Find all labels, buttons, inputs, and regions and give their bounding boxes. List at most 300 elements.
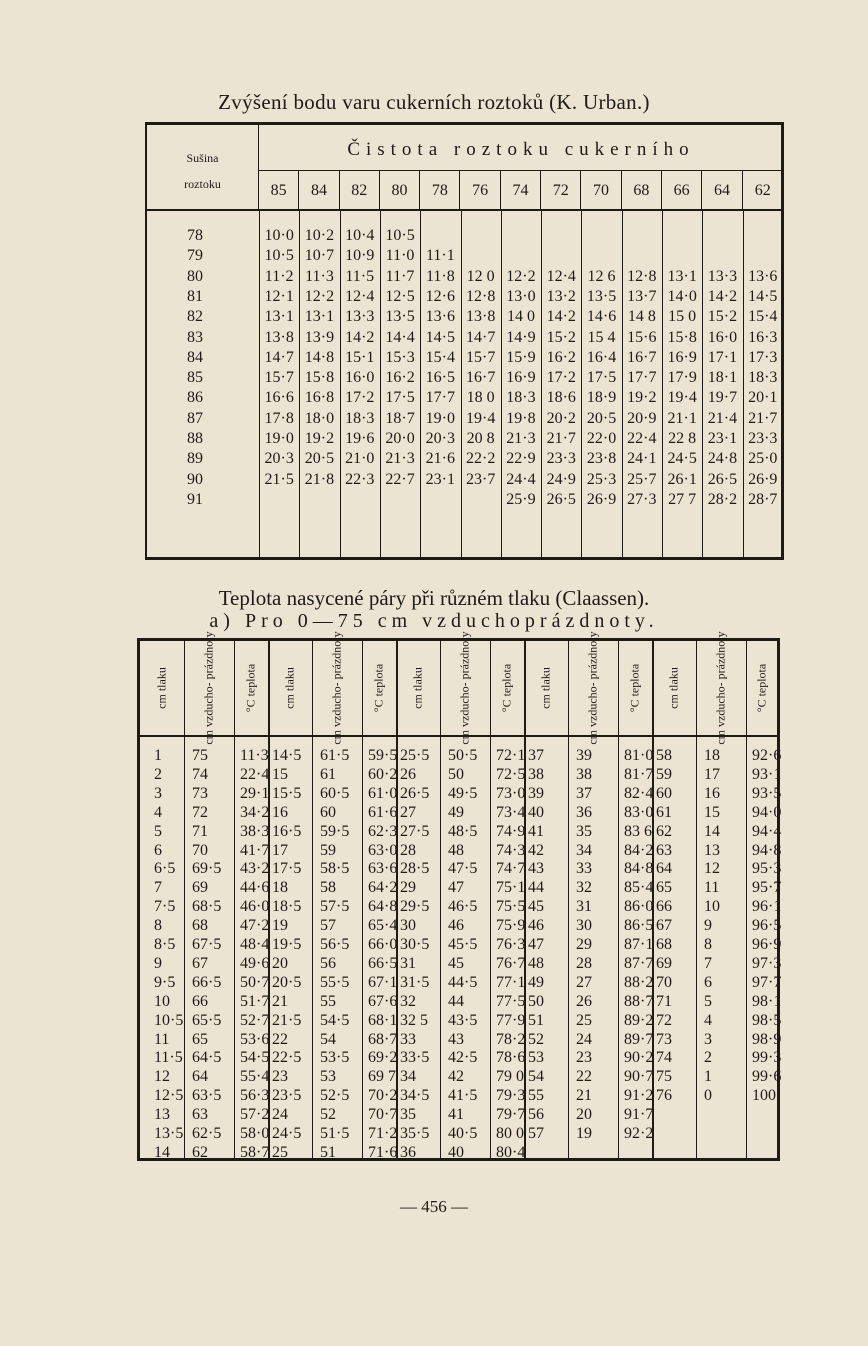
temperature-cell: 94·4 xyxy=(752,822,782,840)
vacuum-cell: 42 xyxy=(448,1068,464,1086)
temperature-cell: 89·7 xyxy=(624,1030,654,1048)
boiling-rise-cell: 13·8 xyxy=(264,328,294,346)
pressure-cell: 66 xyxy=(656,898,672,916)
vacuum-cell: 43 xyxy=(448,1030,464,1048)
boiling-rise-cell: 10·5 xyxy=(264,247,294,265)
pressure-cell: 22·5 xyxy=(272,1049,302,1067)
boiling-rise-cell: 19·0 xyxy=(425,409,455,427)
vacuum-cell: 50 xyxy=(448,765,464,783)
pressure-cell: 6 xyxy=(154,841,162,859)
pressure-header xyxy=(396,641,440,735)
vacuum-cell: 19 xyxy=(576,1125,592,1142)
table-row xyxy=(147,329,783,349)
boiling-rise-cell: 15·1 xyxy=(345,348,375,366)
boiling-rise-cell: 24·4 xyxy=(506,470,536,488)
vacuum-cell: 30 xyxy=(576,917,592,935)
pressure-cell: 57 xyxy=(528,1125,544,1142)
boiling-rise-cell: 16·7 xyxy=(627,348,657,366)
temperature-cell: 68·7 xyxy=(368,1030,398,1048)
temperature-cell: 61·0 xyxy=(368,784,398,802)
vacuum-cell: 34 xyxy=(576,841,592,859)
vacuum-cell: 54 xyxy=(320,1030,336,1048)
boiling-rise-cell: 15·8 xyxy=(667,328,697,346)
table-row xyxy=(147,471,783,491)
dry-matter-value: 89 xyxy=(187,450,203,468)
boiling-rise-cell: 15·6 xyxy=(627,328,657,346)
boiling-rise-cell: 13·6 xyxy=(748,267,778,285)
page-number: — 456 — xyxy=(400,1197,468,1216)
pressure-cell: 27·5 xyxy=(400,822,430,840)
vacuum-cell: 73 xyxy=(192,784,208,802)
temperature-cell: 77·1 xyxy=(496,973,526,991)
pressure-header xyxy=(652,641,696,735)
vacuum-cell: 12 xyxy=(704,860,720,878)
temperature-cell: 91·2 xyxy=(624,1087,654,1105)
pressure-cell: 5 xyxy=(154,822,162,840)
boiling-rise-cell: 19·7 xyxy=(707,389,738,407)
header-label: °C teplota xyxy=(499,663,514,713)
pressure-cell: 23·5 xyxy=(272,1087,302,1105)
pressure-cell: 35·5 xyxy=(400,1125,430,1142)
vacuum-cell: 22 xyxy=(576,1068,592,1086)
boiling-rise-cell: 11·8 xyxy=(425,267,455,285)
vacuum-cell: 36 xyxy=(576,803,592,821)
boiling-rise-cell: 14·8 xyxy=(304,348,335,366)
boiling-rise-cell: 16·2 xyxy=(385,369,415,387)
header-label: cm vzducho- prázdnoty xyxy=(201,631,216,745)
pressure-cell: 7 xyxy=(154,879,162,897)
pressure-cell: 22 xyxy=(272,1030,288,1048)
boiling-rise-cell: 11·7 xyxy=(385,267,415,285)
temperature-cell: 75·1 xyxy=(496,879,526,897)
temperature-cell: 47·2 xyxy=(240,917,270,935)
boiling-rise-cell: 13·5 xyxy=(385,308,415,326)
boiling-rise-cell: 15·7 xyxy=(264,369,294,387)
temperature-cell: 78·2 xyxy=(496,1030,526,1048)
pressure-cell: 15 xyxy=(272,765,288,783)
boiling-rise-cell: 14·6 xyxy=(586,308,617,326)
boiling-rise-cell: 11·2 xyxy=(264,267,294,285)
temperature-cell: 84·8 xyxy=(624,860,654,878)
dry-matter-value: 85 xyxy=(187,369,203,387)
boiling-rise-cell: 13·1 xyxy=(304,308,335,326)
boiling-rise-cell: 21·4 xyxy=(707,409,738,427)
table2-header xyxy=(140,631,777,745)
pressure-cell: 32 xyxy=(400,992,416,1010)
boiling-rise-cell: 24·9 xyxy=(546,470,576,488)
boiling-rise-cell: 23·8 xyxy=(586,450,617,468)
table-row xyxy=(147,247,783,267)
vacuum-cell: 10 xyxy=(704,898,720,916)
vacuum-cell: 59 xyxy=(320,841,336,859)
vacuum-cell: 64 xyxy=(192,1068,208,1086)
vacuum-cell: 1 xyxy=(704,1068,712,1086)
boiling-rise-cell: 16·6 xyxy=(264,389,294,407)
vacuum-cell: 15 xyxy=(704,803,720,821)
vacuum-cell: 61·5 xyxy=(320,747,350,764)
temperature-cell: 79·7 xyxy=(496,1106,526,1124)
temperature-cell: 79 0 xyxy=(496,1068,524,1086)
boiling-rise-cell: 17·2 xyxy=(345,389,375,407)
pressure-cell: 29·5 xyxy=(400,898,430,916)
vacuum-cell: 48·5 xyxy=(448,822,478,840)
boiling-rise-cell: 21·0 xyxy=(345,450,375,468)
vacuum-cell: 42·5 xyxy=(448,1049,478,1067)
boiling-rise-cell: 12·5 xyxy=(385,287,415,305)
temperature-cell: 89·2 xyxy=(624,1011,654,1029)
pressure-cell: 23 xyxy=(272,1068,288,1086)
vacuum-cell: 55 xyxy=(320,992,336,1010)
purity-column-header: 85 xyxy=(259,171,299,209)
vacuum-cell: 52·5 xyxy=(320,1087,350,1105)
boiling-rise-cell: 22·7 xyxy=(385,470,415,488)
pressure-cell: 56 xyxy=(528,1106,544,1124)
boiling-rise-cell: 15·4 xyxy=(425,348,455,366)
pressure-cell: 53 xyxy=(528,1049,544,1067)
dry-matter-header xyxy=(147,125,259,211)
boiling-rise-cell: 19·2 xyxy=(304,430,335,447)
vacuum-cell: 45 xyxy=(448,954,464,972)
boiling-rise-cell: 12·1 xyxy=(264,287,294,305)
boiling-rise-cell: 25·3 xyxy=(586,470,617,488)
temperature-cell: 60·2 xyxy=(368,765,398,783)
vacuum-cell: 75 xyxy=(192,747,208,764)
boiling-rise-cell: 20 8 xyxy=(466,430,495,447)
boiling-rise-cell: 19·2 xyxy=(627,389,657,407)
vacuum-cell: 52 xyxy=(320,1106,336,1124)
vacuum-cell: 35 xyxy=(576,822,592,840)
boiling-rise-cell: 15·2 xyxy=(546,328,576,346)
boiling-rise-cell: 12·4 xyxy=(546,267,576,285)
boiling-rise-cell: 18·7 xyxy=(385,409,415,427)
table2-subtitle: a) Pro 0—75 cm vzduchoprázdnoty. xyxy=(209,610,659,632)
boiling-rise-cell: 12 0 xyxy=(466,267,495,285)
vacuum-cell: 72 xyxy=(192,803,208,821)
dry-matter-value: 80 xyxy=(187,267,203,285)
vacuum-cell: 9 xyxy=(704,917,712,935)
table-row xyxy=(147,491,783,511)
pressure-cell: 6·5 xyxy=(154,860,176,878)
temperature-cell: 54·5 xyxy=(240,1049,270,1067)
purity-column-header: 72 xyxy=(541,171,581,209)
boiling-rise-cell: 20·3 xyxy=(264,450,294,468)
boiling-rise-cell: 23·3 xyxy=(546,450,576,468)
vacuum-cell: 57 xyxy=(320,917,336,935)
vacuum-cell: 61 xyxy=(320,765,336,783)
temperature-cell: 58·7 xyxy=(240,1143,270,1161)
purity-column-header: 82 xyxy=(340,171,380,209)
temperature-cell: 34·2 xyxy=(240,803,270,821)
vacuum-header xyxy=(184,631,234,745)
boiling-rise-cell: 16·4 xyxy=(586,348,617,366)
pressure-cell: 18 xyxy=(272,879,288,897)
pressure-cell: 38 xyxy=(528,765,544,783)
temperature-cell: 86·5 xyxy=(624,917,654,935)
pressure-cell: 26·5 xyxy=(400,784,430,802)
pressure-cell: 71 xyxy=(656,992,672,1010)
boiling-rise-cell: 18·3 xyxy=(748,369,778,387)
temperature-cell: 85·4 xyxy=(624,879,654,897)
temperature-cell: 72·5 xyxy=(496,765,526,783)
boiling-rise-cell: 23·7 xyxy=(465,470,496,488)
dry-matter-value: 82 xyxy=(187,308,203,326)
pressure-cell: 25 xyxy=(272,1143,288,1161)
boiling-rise-cell: 15·2 xyxy=(707,308,738,326)
pressure-cell: 49 xyxy=(528,973,544,991)
vacuum-cell: 51 xyxy=(320,1143,336,1161)
temperature-cell: 64·2 xyxy=(368,879,398,897)
temperature-cell: 57·2 xyxy=(240,1106,270,1124)
temperature-cell: 66·5 xyxy=(368,954,398,972)
temperature-cell: 58·0 xyxy=(240,1125,270,1142)
pressure-cell: 59 xyxy=(656,765,672,783)
vacuum-cell: 58·5 xyxy=(320,860,350,878)
temperature-cell: 82·4 xyxy=(624,784,654,802)
boiling-rise-cell: 13·9 xyxy=(304,328,335,346)
pressure-cell: 26 xyxy=(400,765,416,783)
header-label: °C teplota xyxy=(627,663,642,713)
pressure-cell: 34·5 xyxy=(400,1087,430,1105)
temperature-cell: 74·7 xyxy=(496,860,526,878)
temperature-cell: 69·2 xyxy=(368,1049,398,1067)
column-divider xyxy=(440,737,441,1158)
vacuum-cell: 63 xyxy=(192,1106,208,1124)
pressure-cell: 48 xyxy=(528,954,544,972)
pressure-cell: 3 xyxy=(154,784,162,802)
vacuum-cell: 68·5 xyxy=(192,898,222,916)
purity-column-header: 78 xyxy=(420,171,460,209)
boiling-rise-cell: 22·2 xyxy=(465,450,496,468)
boiling-rise-cell: 17·7 xyxy=(425,389,455,407)
temperature-cell: 75·9 xyxy=(496,917,526,935)
temperature-cell: 80·4 xyxy=(496,1143,526,1161)
header-label: cm tlaku xyxy=(666,667,681,709)
boiling-rise-cell: 21·3 xyxy=(506,430,536,447)
temperature-cell: 77·5 xyxy=(496,992,526,1010)
vacuum-cell: 69·5 xyxy=(192,860,222,878)
temperature-cell: 11·3 xyxy=(240,747,269,764)
vacuum-cell: 67 xyxy=(192,954,208,972)
header-label: cm vzducho- prázdnoty xyxy=(329,631,344,745)
vacuum-cell: 63·5 xyxy=(192,1087,222,1105)
pressure-cell: 73 xyxy=(656,1030,672,1048)
boiling-rise-cell: 15·3 xyxy=(385,348,415,366)
vacuum-cell: 24 xyxy=(576,1030,592,1048)
pressure-cell: 21 xyxy=(272,992,288,1010)
temperature-cell: 71·2 xyxy=(368,1125,398,1142)
boiling-rise-cell: 26·5 xyxy=(707,470,738,488)
pressure-cell: 69 xyxy=(656,954,672,972)
temperature-cell: 78·6 xyxy=(496,1049,526,1067)
boiling-rise-cell: 12 6 xyxy=(587,267,616,285)
pressure-header xyxy=(524,641,568,735)
vacuum-cell: 45·5 xyxy=(448,936,478,953)
boiling-rise-cell: 14·9 xyxy=(506,328,536,346)
boiling-rise-cell: 15·8 xyxy=(304,369,335,387)
boiling-rise-cell: 16·0 xyxy=(707,328,738,346)
header-label: °C teplota xyxy=(371,663,386,713)
boiling-rise-cell: 19·4 xyxy=(667,389,697,407)
temperature-cell: 43·2 xyxy=(240,860,270,878)
boiling-rise-cell: 21·1 xyxy=(667,409,697,427)
boiling-rise-cell: 17·2 xyxy=(546,369,576,387)
purity-column-header: 66 xyxy=(662,171,702,209)
boiling-rise-cell: 22 8 xyxy=(668,430,697,447)
pressure-cell: 30 xyxy=(400,917,416,935)
boiling-rise-cell: 23·3 xyxy=(748,430,778,447)
temperature-cell: 94·8 xyxy=(752,841,782,859)
vacuum-cell: 66 xyxy=(192,992,208,1010)
pressure-cell: 60 xyxy=(656,784,672,802)
temperature-cell: 75·5 xyxy=(496,898,526,916)
pressure-cell: 31·5 xyxy=(400,973,430,991)
pressure-cell: 65 xyxy=(656,879,672,897)
boiling-rise-cell: 16·2 xyxy=(546,348,576,366)
column-divider xyxy=(568,737,569,1158)
pressure-cell: 12·5 xyxy=(154,1087,184,1105)
boiling-rise-cell: 17·3 xyxy=(748,348,778,366)
pressure-cell: 19·5 xyxy=(272,936,302,953)
header-label: °C teplota xyxy=(243,663,258,713)
temperature-cell: 44·6 xyxy=(240,879,270,897)
steam-temperature-table xyxy=(137,631,782,1161)
pressure-cell: 11·5 xyxy=(154,1049,183,1067)
table-row xyxy=(147,308,783,328)
boiling-rise-cell: 21·3 xyxy=(385,450,415,468)
temperature-cell: 52·7 xyxy=(240,1011,270,1029)
pressure-cell: 4 xyxy=(154,803,162,821)
table2-title: Teplota nasycené páry při různém tlaku (Claassen). xyxy=(218,586,650,610)
boiling-rise-cell: 12·2 xyxy=(506,267,536,285)
boiling-rise-cell: 20·1 xyxy=(748,389,778,407)
temperature-cell: 83 6 xyxy=(624,822,652,840)
boiling-rise-cell: 20·9 xyxy=(627,409,657,427)
table-row xyxy=(147,268,783,288)
boiling-rise-cell: 14·5 xyxy=(748,287,778,305)
boiling-rise-cell: 18·6 xyxy=(546,389,576,407)
boiling-rise-cell: 15·4 xyxy=(748,308,778,326)
boiling-rise-cell: 10·5 xyxy=(385,227,415,244)
temperature-cell: 51·7 xyxy=(240,992,270,1010)
pressure-cell: 70 xyxy=(656,973,672,991)
vacuum-cell: 2 xyxy=(704,1049,712,1067)
vacuum-cell: 3 xyxy=(704,1030,712,1048)
boiling-rise-cell: 10·2 xyxy=(304,227,335,244)
temperature-cell: 38·3 xyxy=(240,822,270,840)
boiling-rise-cell: 19·0 xyxy=(264,430,294,447)
temperature-cell: 66·0 xyxy=(368,936,398,953)
purity-column-header: 70 xyxy=(581,171,621,209)
boiling-rise-cell: 20·3 xyxy=(425,430,455,447)
pressure-cell: 25·5 xyxy=(400,747,430,764)
temperature-cell: 76·7 xyxy=(496,954,526,972)
vacuum-cell: 68 xyxy=(192,917,208,935)
boiling-rise-cell: 17·8 xyxy=(264,409,294,427)
column-divider xyxy=(184,737,185,1158)
pressure-cell: 7·5 xyxy=(154,898,176,916)
pressure-cell: 37 xyxy=(528,747,544,764)
vacuum-cell: 33 xyxy=(576,860,592,878)
boiling-rise-cell: 18·9 xyxy=(586,389,617,407)
temperature-cell: 53·6 xyxy=(240,1030,270,1048)
boiling-rise-cell: 14·7 xyxy=(465,328,496,346)
boiling-rise-cell: 17·1 xyxy=(707,348,738,366)
boiling-rise-cell: 19·8 xyxy=(506,409,536,427)
boiling-rise-cell: 18·0 xyxy=(304,409,335,427)
pressure-cell: 9·5 xyxy=(154,973,176,991)
boiling-rise-cell: 15 0 xyxy=(668,308,697,326)
temperature-cell: 72·1 xyxy=(496,747,526,764)
vacuum-cell: 51·5 xyxy=(320,1125,350,1142)
dry-matter-value: 83 xyxy=(187,328,203,346)
temperature-cell: 94·0 xyxy=(752,803,782,821)
temperature-cell: 93·5 xyxy=(752,784,782,802)
pressure-cell: 44 xyxy=(528,879,544,897)
vacuum-cell: 47·5 xyxy=(448,860,478,878)
boiling-rise-cell: 14·7 xyxy=(264,348,294,366)
boiling-rise-cell: 18 0 xyxy=(466,389,495,407)
vacuum-cell: 11 xyxy=(704,879,720,897)
vacuum-cell: 41·5 xyxy=(448,1087,478,1105)
boiling-rise-cell: 24·1 xyxy=(627,450,657,468)
vacuum-cell: 55·5 xyxy=(320,973,350,991)
dry-matter-header-line1: Sušina xyxy=(186,151,219,165)
temperature-cell: 97·7 xyxy=(752,973,782,991)
temperature-cell: 91·7 xyxy=(624,1106,654,1124)
pressure-cell: 10·5 xyxy=(154,1011,184,1029)
vacuum-cell: 32 xyxy=(576,879,592,897)
temperature-cell: 55·4 xyxy=(240,1068,270,1086)
temperature-cell: 79·3 xyxy=(496,1087,526,1105)
pressure-cell: 11 xyxy=(154,1030,170,1048)
temperature-header xyxy=(618,641,652,735)
boiling-rise-cell: 12·2 xyxy=(304,287,335,305)
pressure-cell: 62 xyxy=(656,822,672,840)
vacuum-cell: 37 xyxy=(576,784,592,802)
vacuum-cell: 69 xyxy=(192,879,208,897)
table-row xyxy=(147,288,783,308)
temperature-cell: 99·3 xyxy=(752,1049,782,1067)
table-row xyxy=(147,227,783,247)
temperature-cell: 81·0 xyxy=(624,747,654,764)
vacuum-cell: 49 xyxy=(448,803,464,821)
boiling-rise-cell: 25·7 xyxy=(627,470,657,488)
pressure-cell: 12 xyxy=(154,1068,170,1086)
temperature-cell: 48·4 xyxy=(240,936,270,953)
vacuum-cell: 62·5 xyxy=(192,1125,222,1142)
vacuum-cell: 23 xyxy=(576,1049,592,1067)
boiling-rise-cell: 14·0 xyxy=(667,287,697,305)
temperature-cell: 84·2 xyxy=(624,841,654,859)
vacuum-cell: 56·5 xyxy=(320,936,350,953)
temperature-cell: 83·0 xyxy=(624,803,654,821)
pressure-cell: 50 xyxy=(528,992,544,1010)
boiling-rise-cell: 10·0 xyxy=(264,227,294,244)
vacuum-cell: 74 xyxy=(192,765,208,783)
boiling-rise-cell: 24·8 xyxy=(707,450,738,468)
temperature-cell: 22·4 xyxy=(240,765,270,783)
pressure-cell: 20 xyxy=(272,954,288,972)
pressure-header xyxy=(268,641,312,735)
dry-matter-value: 91 xyxy=(187,490,203,508)
table-row xyxy=(147,369,783,389)
pressure-cell: 13 xyxy=(154,1106,170,1124)
pressure-cell: 14 xyxy=(154,1143,170,1161)
boiling-rise-cell: 16·0 xyxy=(345,369,375,387)
header-label: cm tlaku xyxy=(538,667,553,709)
boiling-rise-cell: 22·9 xyxy=(506,450,536,468)
temperature-header xyxy=(490,641,524,735)
